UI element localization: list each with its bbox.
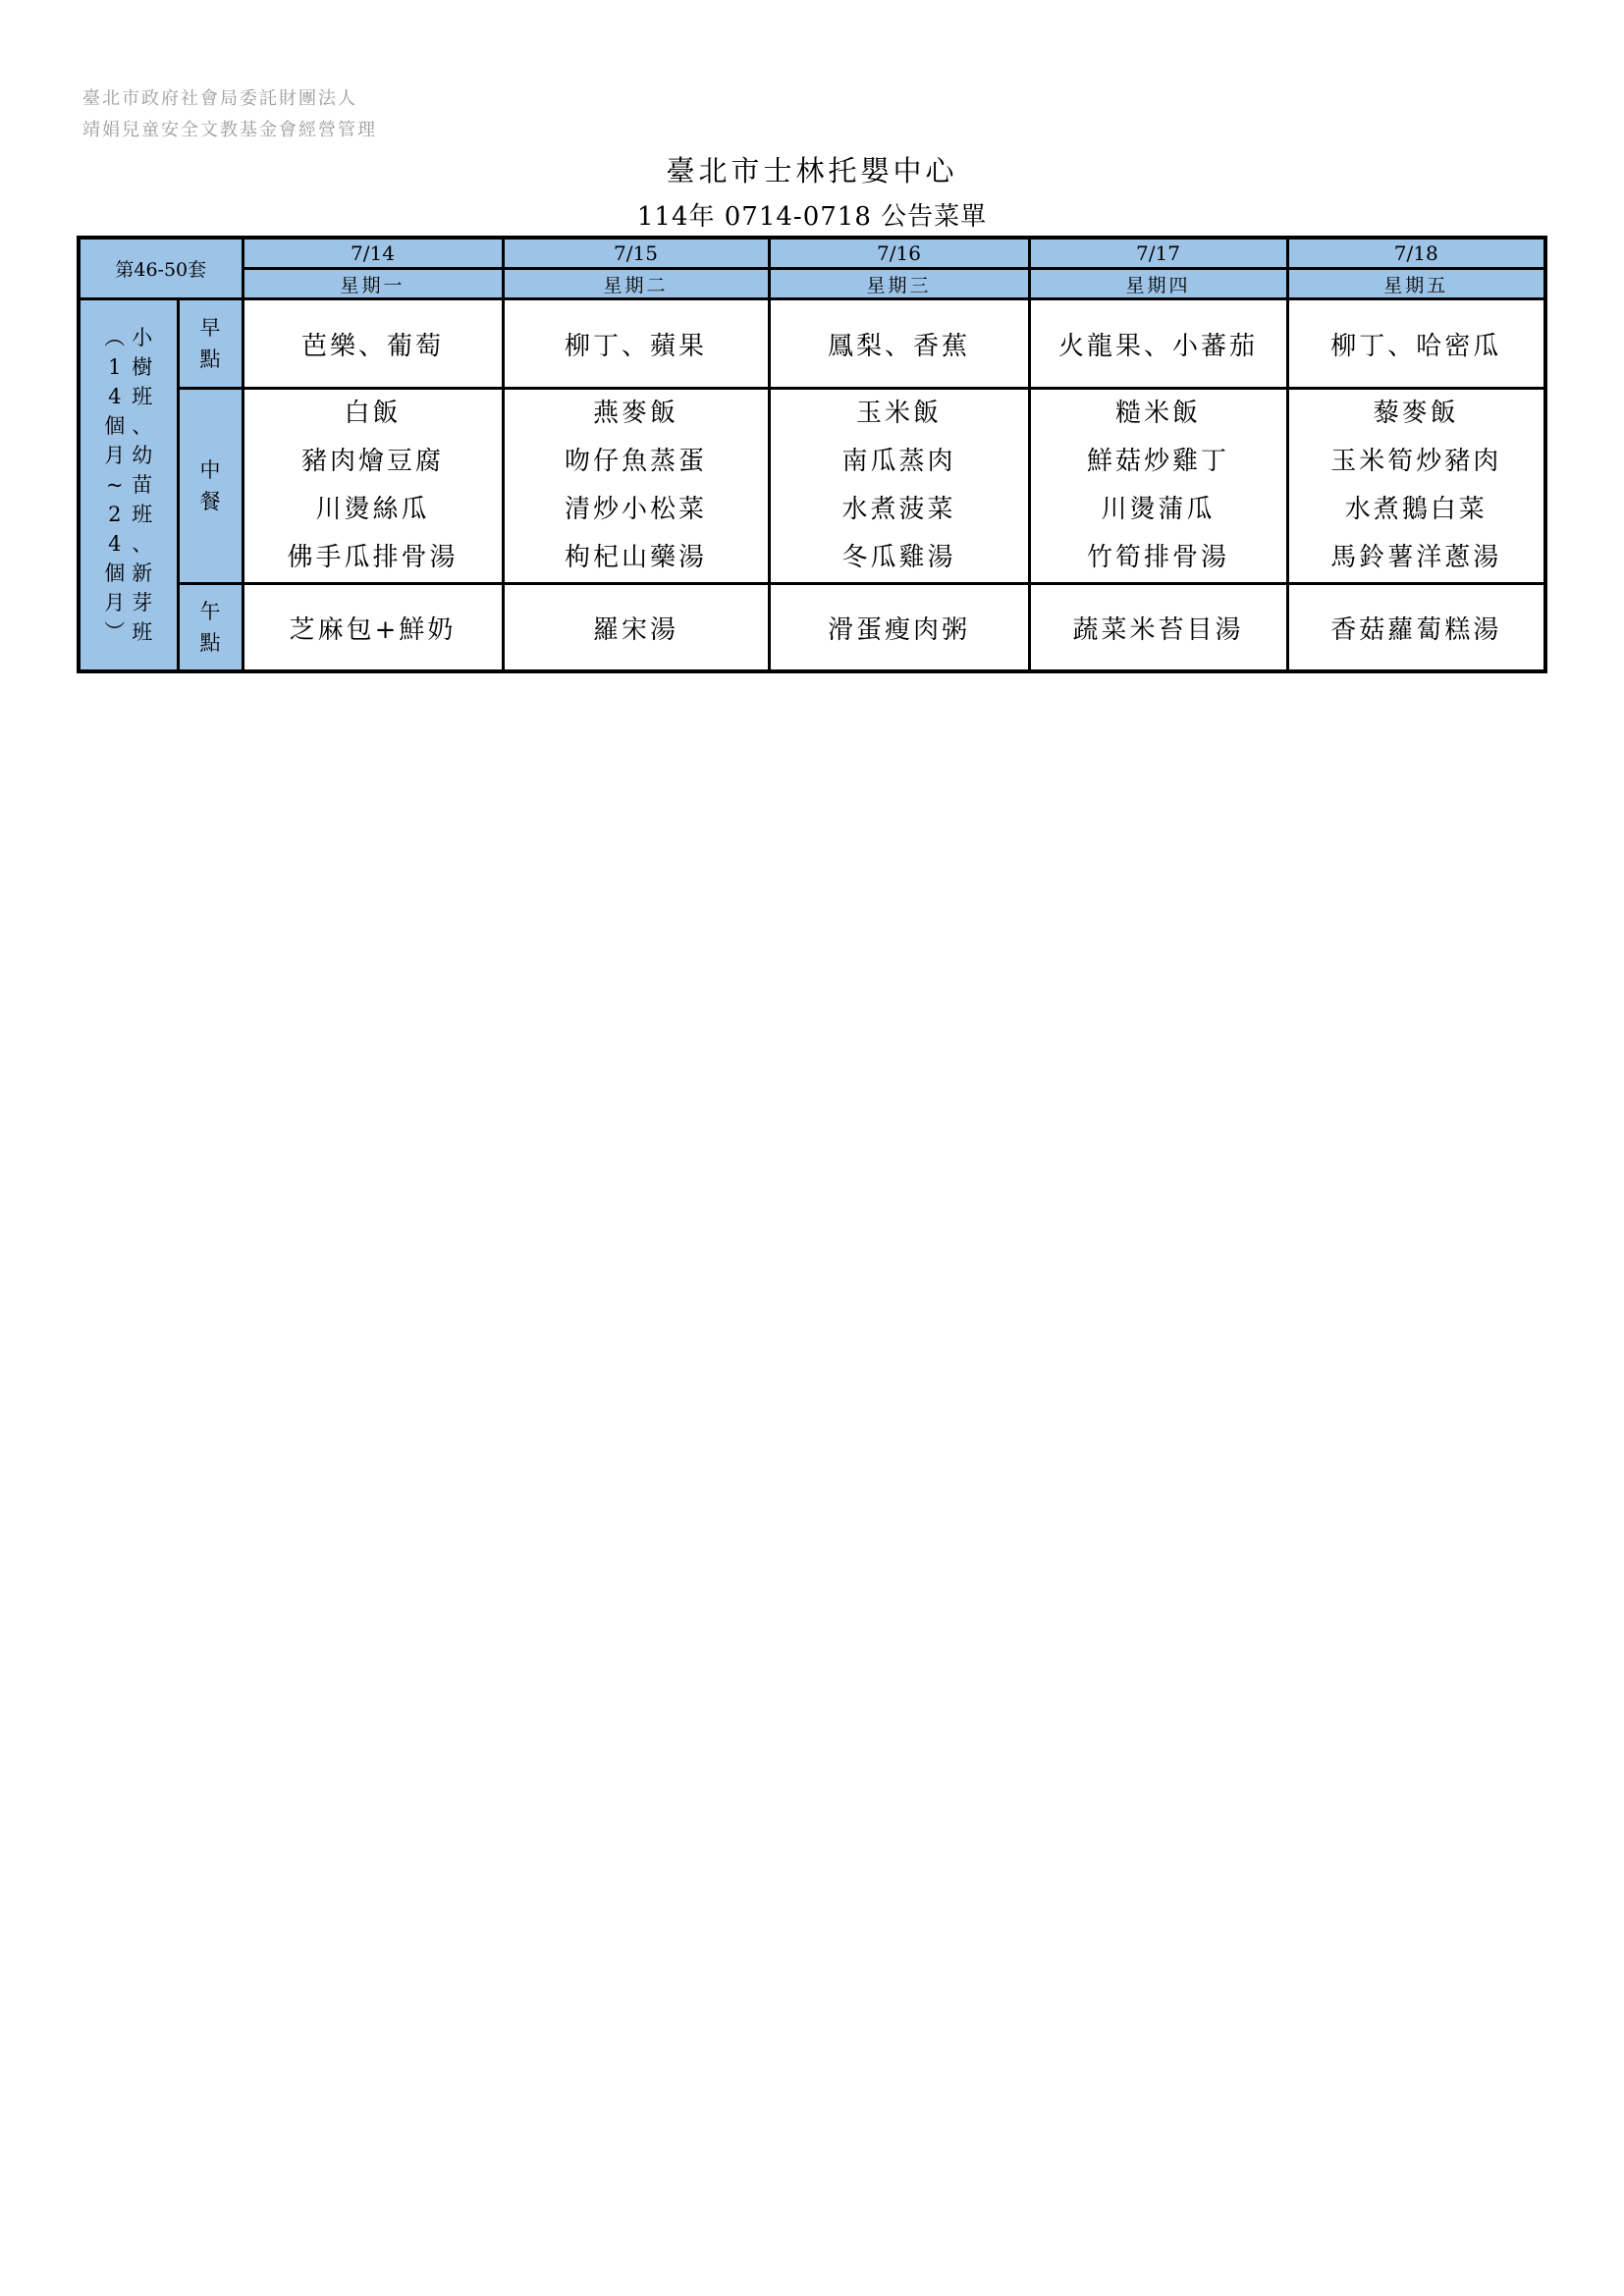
- lunch-item: 南瓜蒸肉: [841, 447, 956, 476]
- header-org-line-1: 臺北市政府社會局委託財團法人: [82, 88, 357, 109]
- weekday-cell: 星期五: [1287, 269, 1545, 299]
- group-label-char: 班: [132, 385, 153, 408]
- snack-item: 蔬菜米苔目湯: [1072, 614, 1244, 645]
- group-label-char: 班: [132, 503, 153, 526]
- class-group-label: [79, 299, 178, 672]
- weekday-cell: 星期四: [1029, 269, 1287, 299]
- lunch-cell: [503, 389, 769, 584]
- lunch-item: 水煮鵝白菜: [1344, 495, 1488, 524]
- group-label-char: 樹: [132, 355, 153, 379]
- snack-item: 芝麻包+鮮奶: [289, 614, 457, 645]
- lunch-item: 清炒小松菜: [564, 495, 707, 524]
- lunch-item: 川燙蒲瓜: [1101, 495, 1216, 524]
- set-number-cell: 第46-50套: [79, 238, 243, 299]
- breakfast-item: 柳丁、蘋果: [564, 331, 707, 361]
- lunch-item: 水煮菠菜: [841, 495, 956, 524]
- group-label-char: ︵: [104, 326, 126, 349]
- header-org-line-2: 靖娟兒童安全文教基金會經營管理: [82, 120, 377, 140]
- weekday-cell: 星期一: [243, 269, 503, 299]
- group-label-char: 2: [108, 503, 122, 526]
- lunch-item: 佛手瓜排骨湯: [287, 543, 459, 572]
- group-label-paren-column: [101, 323, 129, 647]
- breakfast-item: 柳丁、哈密瓜: [1330, 331, 1502, 361]
- lunch-item: 馬鈴薯洋蔥湯: [1330, 543, 1502, 572]
- group-label-char: ~: [105, 473, 124, 497]
- group-label-char: 月: [104, 444, 126, 467]
- lunch-item: 玉米飯: [855, 399, 942, 428]
- snack-cell: [243, 584, 503, 672]
- lunch-cell: [1287, 389, 1545, 584]
- snack-cell: [1287, 584, 1545, 672]
- breakfast-label: [178, 299, 243, 389]
- lunch-cell: [243, 389, 503, 584]
- lunch-item: 糙米飯: [1114, 399, 1201, 428]
- lunch-item: 玉米筍炒豬肉: [1330, 447, 1502, 476]
- breakfast-cell: [1287, 299, 1545, 389]
- snack-label: [178, 584, 243, 672]
- snack-item: 羅宋湯: [592, 614, 678, 645]
- snack-item: 香菇蘿蔔糕湯: [1330, 614, 1502, 645]
- group-label-char: 苗: [132, 473, 153, 497]
- lunch-label: [178, 389, 243, 584]
- menu-table: [77, 236, 1547, 673]
- group-label-char: 新: [132, 561, 153, 585]
- meal-label-char: 點: [199, 347, 221, 371]
- lunch-item: 燕麥飯: [592, 399, 678, 428]
- snack-cell: [503, 584, 769, 672]
- lunch-item: 冬瓜雞湯: [841, 543, 956, 572]
- meal-label-char: 中: [199, 458, 221, 482]
- lunch-item: 白飯: [344, 399, 402, 428]
- lunch-item: 吻仔魚蒸蛋: [564, 447, 707, 476]
- group-label-char: 個: [104, 561, 126, 585]
- lunch-cell: [769, 389, 1029, 584]
- snack-cell: [769, 584, 1029, 672]
- group-label-char: 4: [108, 385, 122, 408]
- page-title: 臺北市士林托嬰中心: [666, 154, 958, 187]
- meal-label-char: 午: [199, 600, 221, 623]
- group-label-char: 、: [132, 414, 153, 438]
- group-label-char: 月: [104, 591, 126, 614]
- date-cell: 7/16: [769, 238, 1029, 269]
- breakfast-cell: [769, 299, 1029, 389]
- lunch-item: 川燙絲瓜: [315, 495, 430, 524]
- breakfast-item: 芭樂、葡萄: [300, 331, 444, 361]
- lunch-item: 竹筍排骨湯: [1086, 543, 1229, 572]
- date-cell: 7/18: [1287, 238, 1545, 269]
- breakfast-cell: [503, 299, 769, 389]
- meal-label-char: 早: [199, 316, 221, 340]
- breakfast-cell: [1029, 299, 1287, 389]
- snack-item: 滑蛋瘦肉粥: [827, 614, 970, 645]
- snack-cell: [1029, 584, 1287, 672]
- weekday-cell: 星期二: [503, 269, 769, 299]
- group-label-char: 幼: [132, 444, 153, 467]
- group-label-char: 1: [108, 355, 122, 379]
- breakfast-item: 火龍果、小蕃茄: [1057, 331, 1258, 361]
- meal-label-char: 餐: [199, 490, 221, 513]
- lunch-item: 豬肉燴豆腐: [300, 447, 444, 476]
- group-label-char: 班: [132, 620, 153, 644]
- group-label-char: 個: [104, 414, 126, 438]
- date-cell: 7/15: [503, 238, 769, 269]
- date-cell: 7/14: [243, 238, 503, 269]
- lunch-cell: [1029, 389, 1287, 584]
- meal-label-char: 點: [199, 631, 221, 655]
- group-label-char: 4: [108, 532, 122, 556]
- group-label-char: 芽: [132, 591, 153, 614]
- page-subtitle: 114年 0714-0718 公告菜單: [636, 202, 988, 232]
- weekday-cell: 星期三: [769, 269, 1029, 299]
- group-label-char: 小: [132, 326, 153, 349]
- lunch-item: 鮮菇炒雞丁: [1086, 447, 1229, 476]
- lunch-item: 藜麥飯: [1373, 399, 1459, 428]
- lunch-item: 枸杞山藥湯: [564, 543, 707, 572]
- group-label-char: 、: [132, 532, 153, 556]
- date-cell: 7/17: [1029, 238, 1287, 269]
- group-label-class-column: [129, 323, 156, 647]
- breakfast-cell: [243, 299, 503, 389]
- breakfast-item: 鳳梨、香蕉: [827, 331, 970, 361]
- group-label-char: ︶: [104, 620, 126, 644]
